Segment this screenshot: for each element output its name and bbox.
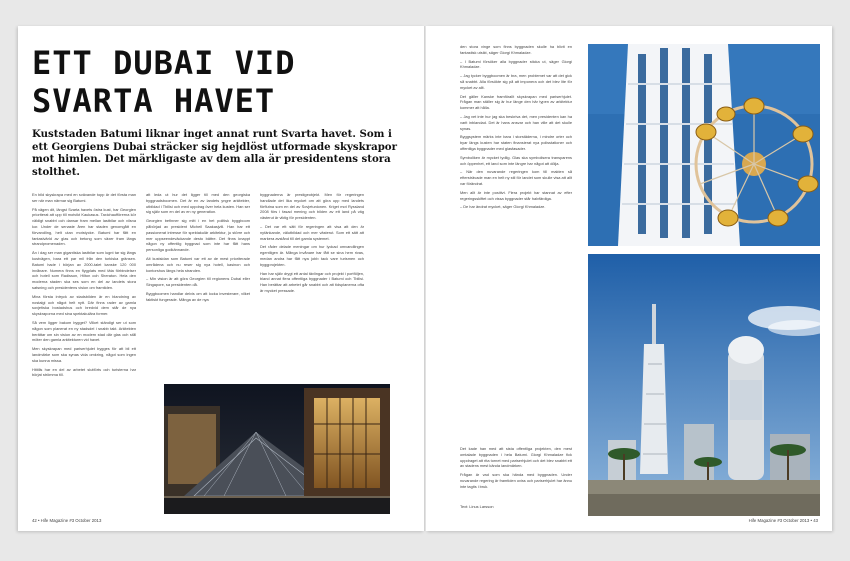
right-page-footer: Hife Magazine #3 October 2013 • 43 — [748, 518, 818, 523]
paragraph: Frågan är vad som ska hända med byggnaden. Under nuvarande regering är framtiden oviss och pariserhjulet har ännu inte tagits i bruk. — [460, 472, 572, 489]
paragraph: Men allt är inte positivt. Flera projekt har stannat av efter regeringsskiftet och vissa byggnader står halvfärdiga. — [460, 189, 572, 201]
paragraph: den stora vinge som finns byggnaden skulle ha blivit en fantastisk utsikt, säger Giorgi Khmaladze. — [460, 44, 572, 55]
paragraph: Än i dag ser man gigantiska lastbilar som lugnt tar sig längs kustvägen, bara ett par mil från den turkiska gränsen. Batumi hade i början av 2000-talet kanske 120 000 invånare. Numera finns en flygplats med täta förbindelser och hotell som Radisson, Hilton och Sheraton. Hela den moderna staden ska ses som en del av landets stora satsning och presidentens vision om framtiden. — [32, 250, 136, 290]
paragraph: Så vem ligger bakom bygget? Vilket ständigt ser ut som någon som planerat en ny stadsdel i snabb takt. Arkitekten berättar om sin vision av en modern stad där glas och stål möter den gamla arkitekturen vid havet. — [32, 319, 136, 343]
article-title: ETT DUBAI VID SVARTA HAVET — [32, 44, 296, 120]
paragraph: Byggboomen handlar delvis om att locka investerare, vilket faktiskt fungerade. Många av de nya — [146, 290, 250, 302]
left-page-footer: 42 • Hife Magazine #3 October 2013 — [32, 518, 102, 523]
paragraph: att leda ut hur det ligger till med den georgiska byggnadsboomen. Det är en av landets yngre arkitekter, utbildad i Tbilisi och med uppdrag över hela kusten. Han ser sig själv som en del av en ny generation. — [146, 192, 250, 215]
paragraph: På vägen dit, längst Svarta havets östra kust, har Georgien prioriterat att upp till motvikt Kaukasus. Taxichaufförerna kör väldigt snabbt och dansar fram mellan lastbilar och vilsna kor. Under de senaste åren har staden genomgått en förvandling, helt utan motstycke. Batumi har fått en fantasivärld av glas och betong som växer fram längs strandpromenaden. — [32, 206, 136, 247]
paragraph: En bild skyskrapa med en svävande topp är det första man ser när man närmar sig Batumi. — [32, 192, 136, 203]
paragraph: – När den nuvarande regeringen kom till makten så eftersträvade man en helt ny stil för landet som skulle visa att allt var förändrat. — [460, 169, 572, 186]
batumi-skyline-photo — [588, 254, 820, 516]
paragraph: Det kade han med att sista offentliga projekten, den mest omtalade byggnaden i hela Batumi. Giorgi Khmaladze fick uppdraget att rita tornet med pariserhjulet och det blev snabbt ett av stadens mest kända landmärken. — [460, 446, 572, 469]
paragraph: – De har ändrat mycket, säger Giorgi Khmaladze. — [460, 204, 546, 210]
paragraph: Det gäller Kanske framförallt skyskrapan med pariserhjulet. Frågan man ställer sig är hur länge den här typen av arkitektur kommer att hålla. — [460, 93, 572, 111]
paragraph: Mina första intryck av stadsbilden är en blandning av nostalgi och något helt nytt. Där finns rader av gamla sovjetiska bostadshus och bredvid dem står de nya skyskraporna med sina spektakulära former. — [32, 293, 136, 317]
article-byline — [460, 504, 572, 512]
left-column-1 — [32, 192, 136, 518]
byline-text: Text: Linus Larsson — [460, 504, 494, 509]
paragraph: – Min vision är att göra Georgien till regionens Dubai eller Singapore, sa presidenten då. — [146, 276, 250, 288]
left-page — [18, 26, 424, 531]
night-glass-building-photo — [164, 384, 390, 514]
paragraph: – Jag vet inte hur jag ska beskriva det, men presidenten kan ha varit inblandad. Det är hans ansvar och han ville att det skulle synas. — [460, 113, 572, 131]
magazine-spread — [18, 26, 832, 531]
paragraph: byggnaderna är prestigeobjekt. Men för regeringen handlade det lika mycket om att göra upp med landets förflutna som en del av Sovjetunionen. Kriget mot Ryssland 2008 förs i fasad mening och bilden av ett land på väg västerut är viktig för presidenten. — [260, 192, 364, 221]
paragraph: – Det var ett sätt för regeringen att visa att den är nytänkande, välutbildad och mer västerut. Som ett sätt att markera avstånd till det gamla systemet. — [260, 223, 364, 241]
paragraph: – Jag tycker byggboomen är bra, men problemet var att det gick så snabbt. Alla försökte sig på att imponera och det blev lite för mycket av allt. — [460, 73, 572, 90]
paragraph: – I Batumi försöker alla byggnader sticka ut, säger Giorgi Khmaladze. — [460, 58, 572, 70]
paragraph: Alt kustsidan som Batumi var ett av de mest prioriterade områdena och nu reser sig nya hotell, kasinon och kontorshus längs hela stranden. — [146, 255, 250, 273]
right-column-1 — [460, 44, 572, 444]
ferris-wheel-skyscraper-photo — [588, 44, 820, 246]
article-lead: Kuststaden Batumi liknar inget annat runt Svarta havet. Som i ett Georgiens Dubai sträcker sig hejdlöst utformade skyskrapor mot himlen. Det märkligaste av dem alla är presidentens stora stolthet. — [32, 128, 397, 178]
left-column-3 — [260, 192, 364, 408]
paragraph: Det råder delade meningar om hur lyckad omvandlingen egentligen är. Många invånare har fått se sina hem rivas, medan andra har fått nya jobb tack vare turismen och byggprojekten. — [260, 244, 364, 267]
paragraph: Han har själv drygt ett antal tävlingar och projekt i portföljen, bland annat flera offentliga byggnader i Batumi och Tbilisi. Han berättar att arbetet går snabbt och att tidsplanerna ofta är mycket pressade. — [260, 270, 364, 293]
right-page — [426, 26, 832, 531]
paragraph: Symboliken är mycket tydlig. Glas ska symbolisera transparens och öppenhet, ett land som inte längre har något att dölja. — [460, 154, 572, 166]
paragraph: Byggsystem märks inte bara i storstäderna, i mindre orter och byar längs kusten har staten finansierat nya polisstationer och offentliga byggnader med glasfasader. — [460, 134, 572, 151]
right-column-2 — [460, 446, 572, 500]
paragraph: Men skyskrapan med pariserhjulet bygges för att bli ett landmärke som ska synas vida omkring, något som ingen ska kunna missa. — [32, 346, 136, 363]
paragraph: Georgien befinner sig mitt i en het politisk byggboom påbörjad av president Micheil Saakasjvili. Han har ett passionerat intresse för spektakulär arkitektur, ju större och mer uppseendeväckande desto bättre. Det finns knappt någon ny offentlig byggnad som inte har fått hans personliga godkännande. — [146, 218, 250, 253]
left-column-2 — [146, 192, 250, 408]
paragraph: Hittills har en del av arbetet slutförts och turisterna har börjat strömma till. — [32, 366, 136, 378]
